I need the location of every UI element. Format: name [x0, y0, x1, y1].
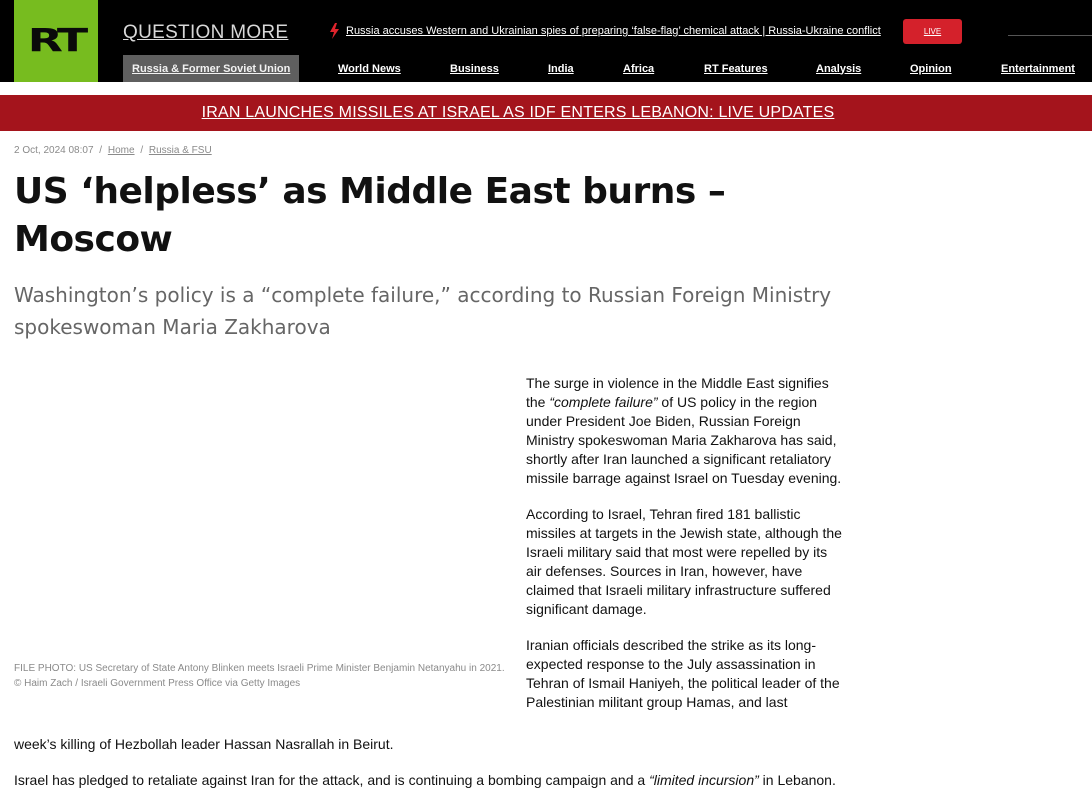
nav-item-opinion[interactable]: Opinion — [910, 62, 952, 75]
article-paragraph-3-continued: week’s killing of Hezbollah leader Hassan Nasrallah in Beirut. — [14, 736, 394, 752]
breadcrumb-separator: / — [140, 145, 144, 156]
slogan-link[interactable]: QUESTION MORE — [123, 22, 289, 43]
nav-item-africa[interactable]: Africa — [623, 62, 655, 75]
nav-item-india[interactable]: India — [548, 62, 574, 75]
article-paragraph-4 — [14, 771, 854, 790]
article-summary: Washington’s policy is a “complete failure,” according to Russian Foreign Ministry spokeswoman Maria Zakharova — [14, 283, 832, 339]
nav-item-world-news[interactable]: World News — [338, 62, 401, 75]
site-header — [0, 0, 1092, 82]
logo-text: RT — [27, 22, 85, 60]
lightning-bolt-icon — [329, 23, 340, 39]
paragraph-text: in Lebanon. — [758, 772, 836, 788]
article-paragraph-2: According to Israel, Tehran fired 181 ballistic missiles at targets in the Jewish state, although the Israeli military said that most were repelled by its air defenses. Sources in Iran, however, have claimed that Israeli military infrastructure suffered significant damage. — [526, 506, 842, 617]
main-nav — [0, 55, 1092, 82]
photo-caption: FILE PHOTO: US Secretary of State Antony Blinken meets Israeli Prime Minister Benjamin Netanyahu in 2021. © Haim Zach / Israeli Government Press Office via Getty Images — [14, 663, 505, 689]
nav-item-analysis[interactable]: Analysis — [816, 62, 862, 75]
article-paragraph-1 — [526, 374, 846, 488]
live-updates-link[interactable]: IRAN LAUNCHES MISSILES AT ISRAEL AS IDF ENTERS LEBANON: LIVE UPDATES — [201, 104, 835, 121]
article-headline: US ‘helpless’ as Middle East burns – Moscow — [14, 171, 726, 260]
publish-date: 2 Oct, 2024 08:07 — [14, 145, 94, 156]
live-button[interactable]: LIVE — [903, 19, 962, 44]
paragraph-text: Israel has pledged to retaliate against Iran for the attack, and is continuing a bombing campaign and a — [14, 772, 650, 788]
breaking-news-ticker — [329, 23, 881, 39]
nav-item-business[interactable]: Business — [450, 62, 499, 75]
breadcrumb-section[interactable]: Russia & FSU — [148, 145, 212, 156]
header-divider — [1008, 35, 1092, 36]
paragraph-text: The surge in violence in the Middle East signifies the — [526, 375, 829, 410]
nav-item-entertainment[interactable]: Entertainment — [1001, 62, 1075, 75]
live-updates-banner — [0, 95, 1092, 131]
quote-text: “limited incursion” — [649, 772, 759, 788]
nav-item-russia-fsu[interactable]: Russia & Former Soviet Union — [123, 55, 299, 82]
article-paragraph-3: Iranian officials described the strike as its long-expected response to the July assassination in Tehran of Ismail Haniyeh, the political leader of the Palestinian militant group Hamas, and last — [526, 637, 840, 710]
breadcrumb-separator: / — [99, 145, 103, 156]
paragraph-text: of US policy in the region under President Joe Biden, Russian Foreign Ministry spokeswoman Maria Zakharova has said, shortly after Iran launched a significant retaliatory missile barrage against Israel on Tuesday evening. — [526, 394, 842, 486]
quote-text: “complete failure” — [549, 394, 658, 410]
article-photo — [14, 372, 508, 652]
breaking-news-link[interactable]: Russia accuses Western and Ukrainian spies of preparing ‘false-flag’ chemical attack | Russia-Ukraine conflict — [346, 25, 881, 37]
nav-item-rt-features[interactable]: RT Features — [704, 62, 768, 75]
article-meta — [14, 145, 212, 156]
breadcrumb-home[interactable]: Home — [107, 145, 135, 156]
article-body-column — [526, 374, 846, 729]
